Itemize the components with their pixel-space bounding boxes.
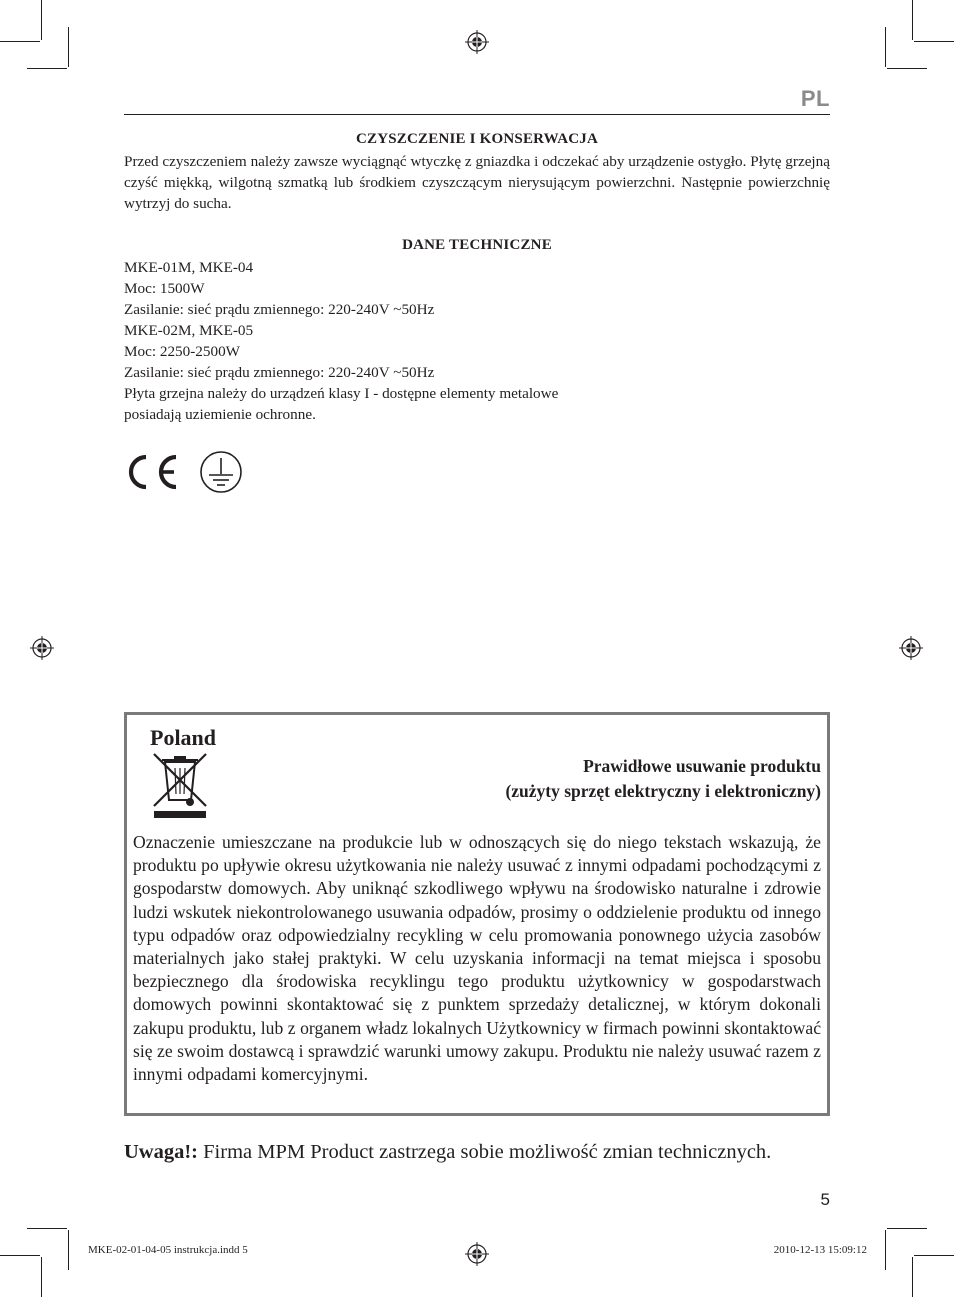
- spec-line: Zasilanie: sieć prądu zmiennego: 220-240V ~50Hz: [124, 364, 435, 381]
- crop-mark: [0, 1255, 40, 1256]
- language-code: PL: [800, 86, 830, 111]
- note-text: Firma MPM Product zastrzega sobie możliwość zmian technicznych.: [198, 1141, 772, 1163]
- crop-mark: [68, 27, 69, 67]
- crop-mark: [27, 1228, 67, 1229]
- registration-mark-icon: [30, 636, 54, 660]
- crossed-out-wheelie-bin-icon: [150, 752, 210, 820]
- ce-mark-icon: [124, 453, 180, 491]
- registration-mark-icon: [899, 636, 923, 660]
- spec-line: MKE-01M, MKE-04: [124, 259, 254, 276]
- specs-heading: DANE TECHNICZNE: [402, 237, 552, 253]
- spec-line: Moc: 1500W: [124, 280, 205, 297]
- cleaning-text: Przed czyszczeniem należy zawsze wyciągnąć wtyczkę z gniazdka i odczekać aby urządzenie ostygło. Płytę grzejną czyść miękką, wilgotną szmatką lub środkiem czyszczącym nierysującym powierzchni. Następnie powierzchnię wytrzyj do sucha.: [124, 153, 830, 212]
- crop-mark: [41, 0, 42, 40]
- crop-mark: [912, 0, 913, 40]
- spec-line: posiadają uziemienie ochronne.: [124, 406, 316, 423]
- spec-line: MKE-02M, MKE-05: [124, 322, 254, 339]
- crop-mark: [41, 1257, 42, 1297]
- spec-line: Płyta grzejna należy do urządzeń klasy I - dostępne elementy metalowe: [124, 385, 559, 402]
- crop-mark: [914, 1255, 954, 1256]
- crop-mark: [885, 27, 886, 67]
- disposal-heading-line: Prawidłowe usuwanie produktu: [583, 756, 821, 776]
- disposal-heading: [505, 754, 821, 804]
- crop-mark: [27, 68, 67, 69]
- crop-mark: [887, 68, 927, 69]
- specs-list: [124, 257, 830, 425]
- spec-line: Moc: 2250-2500W: [124, 343, 240, 360]
- technical-note: [124, 1141, 834, 1164]
- crop-mark: [887, 1228, 927, 1229]
- registration-mark-icon: [465, 30, 489, 54]
- note-label: Uwaga!:: [124, 1141, 199, 1163]
- registration-mark-icon: [465, 1242, 489, 1266]
- cleaning-heading: CZYSZCZENIE I KONSERWACJA: [355, 131, 599, 147]
- footer-filename: MKE-02-01-04-05 instrukcja.indd 5: [88, 1244, 248, 1256]
- disposal-country: Poland: [150, 725, 217, 750]
- crop-mark: [0, 41, 40, 42]
- page-number: 5: [820, 1190, 830, 1209]
- crop-mark: [914, 41, 954, 42]
- disposal-heading-line: (zużyty sprzęt elektryczny i elektroniczny): [505, 781, 821, 801]
- crop-mark: [912, 1257, 913, 1297]
- header-rule: [124, 114, 830, 115]
- disposal-text: Oznaczenie umieszczane na produkcie lub w odnoszących się do niego tekstach wskazują, że produktu po upływie okresu użytkowania nie należy usuwać z innymi odpadami pochodzącymi z gospodarstw domowych. Aby uniknąć szkodliwego wpływu na środowisko naturalne i zdrowie ludzi wskutek niekontrolowanego usuwania odpadów, prosimy o oddzielenie produktu od innego typu odpadów oraz odpowiedzialny recykling w celu promowania ponownego użycia zasobów materialnych jako stałej praktyki. W celu uzyskania informacji na temat miejsca i sposobu bezpiecznego dla środowiska recyklingu tego produktu użytkownicy w gospodarstwach domowych powinni skontaktować się z punktem sprzedaży detalicznej, w którym dokonali zakupu produktu, lub z organem władz lokalnych Użytkownicy w firmach powinni skontaktować się ze swoim dostawcą i sprawdzić warunki umowy zakupu. Produktu nie należy usuwać razem z innymi odpadami komercyjnymi.: [133, 832, 821, 1085]
- crop-mark: [68, 1230, 69, 1270]
- footer-timestamp: 2010-12-13 15:09:12: [773, 1244, 867, 1256]
- ground-symbol-icon: [199, 450, 243, 494]
- crop-mark: [885, 1230, 886, 1270]
- spec-line: Zasilanie: sieć prądu zmiennego: 220-240V ~50Hz: [124, 301, 435, 318]
